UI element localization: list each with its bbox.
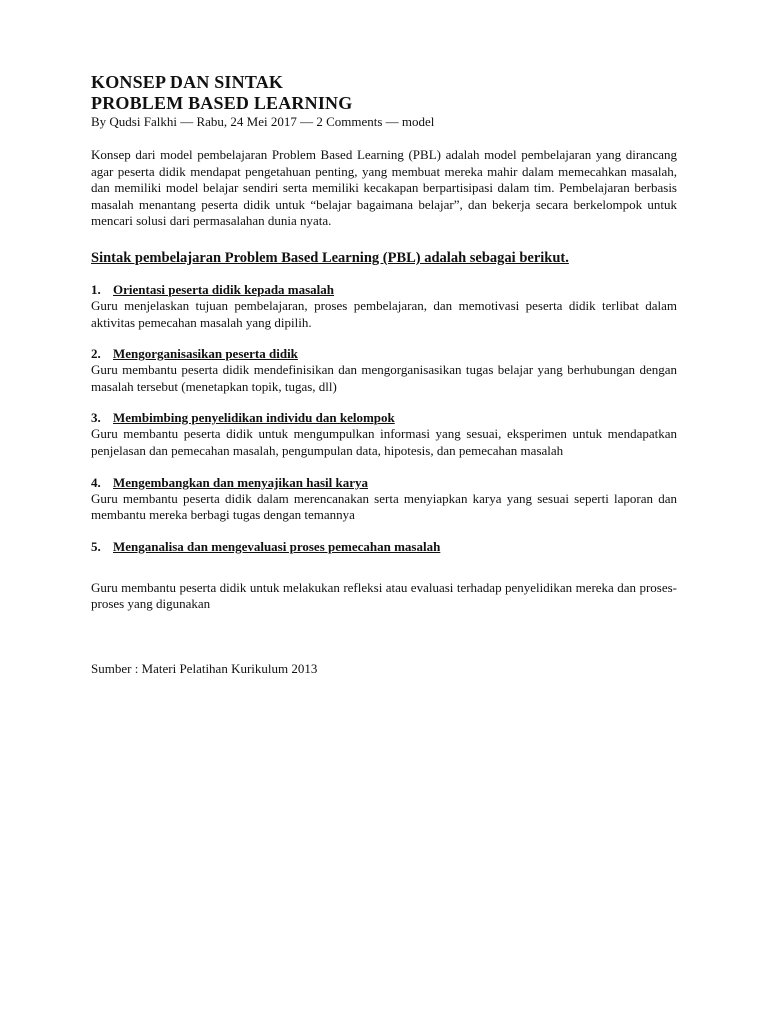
document-title-line-1: KONSEP DAN SINTAK [91,72,284,92]
sintak-heading: Sintak pembelajaran Problem Based Learning (PBL) adalah sebagai berikut. [91,249,569,266]
step-body: Guru membantu peserta didik mendefinisikan dan mengorganisasikan tugas belajar yang berhubungan dengan masalah tersebut (menetapkan topik, tugas, dll) [91,362,677,394]
step-body: Guru menjelaskan tujuan pembelajaran, proses pembelajaran, dan memotivasi peserta didik terlibat dalam aktivitas pemecahan masalah yang dipilih. [91,297,677,330]
intro-paragraph: Konsep dari model pembelajaran Problem Based Learning (PBL) adalah model pembelajaran yang dirancang agar peserta didik mendapat pengetahuan penting, yang membuat mereka mahir dalam memecahkan masalah, dan memiliki model belajar sendiri serta memiliki kecakapan berpartisipasi dalam tim. Pembelajaran berbasis masalah menantang peserta didik untuk “belajar bagaimana belajar”, dan bekerja secara berkelompok untuk mencari solusi dari permasalahan dunia nyata. [91,147,677,229]
step-5 [91,539,677,613]
source-note: Sumber : Materi Pelatihan Kurikulum 2013 [91,660,318,676]
step-body: Guru membantu peserta didik untuk melakukan refleksi atau evaluasi terhadap penyelidikan mereka dan proses-proses yang digunakan [91,579,677,612]
step-number: 2. [91,346,101,362]
step-title: Mengorganisasikan peserta didik [113,346,298,362]
byline: By Qudsi Falkhi — Rabu, 24 Mei 2017 — 2 Comments — model [91,114,435,129]
step-number: 4. [91,474,101,490]
step-2 [91,346,677,395]
step-title: Membimbing penyelidikan individu dan kelompok [113,410,395,426]
step-number: 1. [91,281,101,297]
document-title-line-2: PROBLEM BASED LEARNING [91,93,353,113]
step-body: Guru membantu peserta didik dalam merencanakan serta menyiapkan karya yang sesuai seperti laporan dan membantu mereka berbagi tugas dengan temannya [91,490,677,523]
step-number: 3. [91,410,101,426]
step-number: 5. [91,538,101,554]
document-content [91,72,677,677]
step-title: Mengembangkan dan menyajikan hasil karya [113,474,368,490]
step-body: Guru membantu peserta didik untuk mengumpulkan informasi yang sesuai, eksperimen untuk mendapatkan penjelasan dan pemecahan masalah, pengumpulan data, hipotesis, dan pemecahan masalah [91,426,677,458]
step-1 [91,282,677,331]
step-3 [91,410,677,459]
step-title: Orientasi peserta didik kepada masalah [113,281,335,297]
step-4 [91,475,677,524]
step-title: Menganalisa dan mengevaluasi proses pemecahan masalah [113,538,441,554]
